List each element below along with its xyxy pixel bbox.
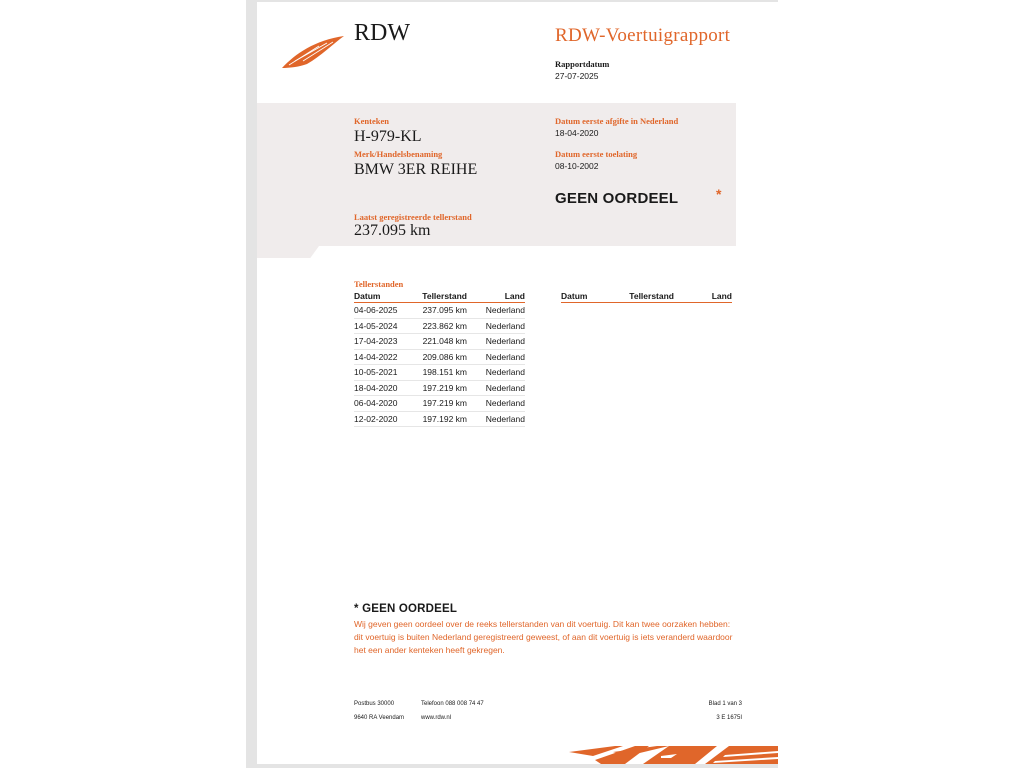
first-admission-label: Datum eerste toelating: [555, 149, 638, 159]
cell-datum: 14-04-2022: [354, 349, 410, 365]
first-nl-label: Datum eerste afgifte in Nederland: [555, 116, 679, 126]
footer-address: 9640 RA Veendam: [354, 715, 405, 721]
table-row: [354, 380, 525, 396]
cell-land: Nederland: [467, 380, 525, 396]
note-text: Wij geven geen oordeel over de reeks tellerstanden van dit voertuig. Dit kan twee oorzaken hebben: dit voertuig is buiten Nederland geregistreerd geweest, of aan dit voertuig is iets veranderd waardoor het een ander kenteken heeft gekregen.: [354, 619, 733, 655]
footer-postbus: Postbus 30000: [354, 701, 395, 707]
cell-tellerstand: 223.862 km: [410, 318, 467, 334]
cell-land: Nederland: [467, 411, 525, 427]
cell-land: Nederland: [467, 303, 525, 319]
footer-stripes-decoration: [565, 742, 778, 764]
column-header-tellerstand: Tellerstand: [617, 291, 674, 303]
table-row: [354, 303, 525, 319]
footer-phone: Telefoon 088 008 74 47: [421, 701, 484, 707]
last-odometer: 237.095 km: [354, 222, 431, 239]
cell-land: Nederland: [467, 396, 525, 412]
tellerstanden-table: [354, 291, 525, 427]
vehicle-make: BMW 3ER REIHE: [354, 161, 478, 178]
cell-datum: 14-05-2024: [354, 318, 410, 334]
document-page[interactable]: [257, 2, 778, 764]
footer-website[interactable]: www.rdw.nl: [421, 715, 452, 721]
cell-tellerstand: 197.192 km: [410, 411, 467, 427]
odometer-label: Laatst geregistreerde tellerstand: [354, 212, 472, 222]
verdict-text: GEEN OORDEEL: [555, 190, 679, 207]
first-admission-date: 08-10-2002: [555, 161, 599, 171]
table-row: [354, 411, 525, 427]
cell-datum: 17-04-2023: [354, 334, 410, 350]
tellerstanden-title: Tellerstanden: [354, 279, 404, 289]
make-label: Merk/Handelsbenaming: [354, 149, 443, 159]
cell-tellerstand: 209.086 km: [410, 349, 467, 365]
cell-tellerstand: 197.219 km: [410, 380, 467, 396]
cell-datum: 18-04-2020: [354, 380, 410, 396]
rdw-feather-logo: [281, 34, 345, 70]
table-row: [354, 365, 525, 381]
cell-land: Nederland: [467, 349, 525, 365]
cell-tellerstand: 197.219 km: [410, 396, 467, 412]
report-title: RDW-Voertuigrapport: [555, 25, 731, 46]
footer-document-code: 3 E 1675I: [716, 715, 742, 721]
cell-tellerstand: 221.048 km: [410, 334, 467, 350]
footer-page-number: Blad 1 van 3: [708, 701, 742, 707]
column-header-land: Land: [674, 291, 732, 303]
plate-label: Kenteken: [354, 116, 389, 126]
panel-tab-shape: [257, 246, 319, 258]
table-row: [354, 334, 525, 350]
column-header-land: Land: [467, 291, 525, 303]
cell-land: Nederland: [467, 334, 525, 350]
report-date: 27-07-2025: [555, 71, 599, 81]
note-title: * GEEN OORDEEL: [354, 603, 458, 615]
license-plate: H-979-KL: [354, 128, 422, 145]
brand-name: RDW: [354, 20, 410, 46]
cell-land: Nederland: [467, 365, 525, 381]
cell-datum: 04-06-2025: [354, 303, 410, 319]
column-header-datum: Datum: [354, 291, 410, 303]
table-row: [354, 318, 525, 334]
table-row: [354, 349, 525, 365]
cell-datum: 12-02-2020: [354, 411, 410, 427]
cell-datum: 06-04-2020: [354, 396, 410, 412]
cell-tellerstand: 237.095 km: [410, 303, 467, 319]
column-header-tellerstand: Tellerstand: [410, 291, 467, 303]
first-nl-date: 18-04-2020: [555, 128, 599, 138]
verdict-asterisk: *: [716, 186, 722, 202]
column-header-datum: Datum: [561, 291, 617, 303]
report-date-label: Rapportdatum: [555, 59, 610, 69]
tellerstanden-table-second-column: [561, 291, 732, 303]
table-row: [354, 396, 525, 412]
cell-land: Nederland: [467, 318, 525, 334]
cell-tellerstand: 198.151 km: [410, 365, 467, 381]
cell-datum: 10-05-2021: [354, 365, 410, 381]
